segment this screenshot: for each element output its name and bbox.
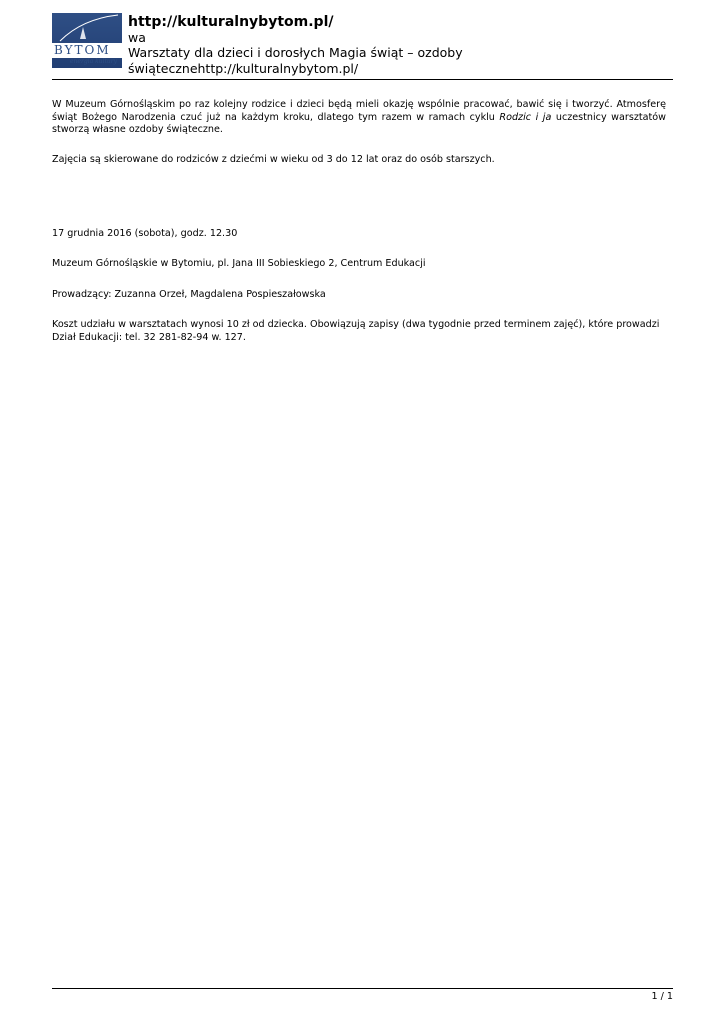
intro-series-name: Rodzic i ja	[499, 111, 552, 123]
cost-paragraph: Koszt udziału w warsztatach wynosi 10 zł od dziecka. Obowiązują zapisy (dwa tygodnie przed terminem zajęć), które prowadzi Dział Edukacji: tel. 32 281-82-94 w. 127.	[52, 319, 660, 343]
header-line-1: wa	[128, 30, 146, 45]
audience-paragraph: Zajęcia są skierowane do rodziców z dziećmi w wieku od 3 do 12 lat oraz do osób starszych.	[52, 154, 495, 165]
logo-tagline: energia kultury	[70, 58, 118, 65]
logo-word-text: BYTOM	[54, 43, 111, 57]
page-number: 1 / 1	[651, 991, 673, 1002]
site-url[interactable]: http://kulturalnybytom.pl/	[128, 14, 334, 30]
intro-text-2: uczestnicy warsztatów stworzą własne ozdoby świąteczne.	[52, 111, 666, 135]
location-paragraph: Muzeum Górnośląskie w Bytomiu, pl. Jana III Sobieskiego 2, Centrum Edukacji	[52, 258, 426, 269]
hosts-paragraph: Prowadzący: Zuzanna Orzeł, Magdalena Pospieszałowska	[52, 289, 326, 300]
article-title: Warsztaty dla dzieci i dorosłych Magia świąt – ozdoby	[128, 45, 463, 60]
intro-paragraph	[52, 99, 666, 137]
logo-wordmark	[52, 43, 122, 58]
article-title-continued: świątecznehttp://kulturalnybytom.pl/	[128, 61, 359, 76]
date-paragraph: 17 grudnia 2016 (sobota), godz. 12.30	[52, 228, 238, 239]
footer-rule	[52, 988, 673, 989]
intro-text-1: W Muzeum Górnośląskim po raz kolejny rodzice i dzieci będą mieli okazję wspólnie pracować, bawić się i tworzyć. Atmosferę świąt Bożego Narodzenia czuć już na każdym kroku, dlatego tym razem w ramach cyklu	[52, 99, 666, 123]
star-swoosh-icon	[52, 13, 122, 43]
header-rule	[52, 79, 673, 80]
